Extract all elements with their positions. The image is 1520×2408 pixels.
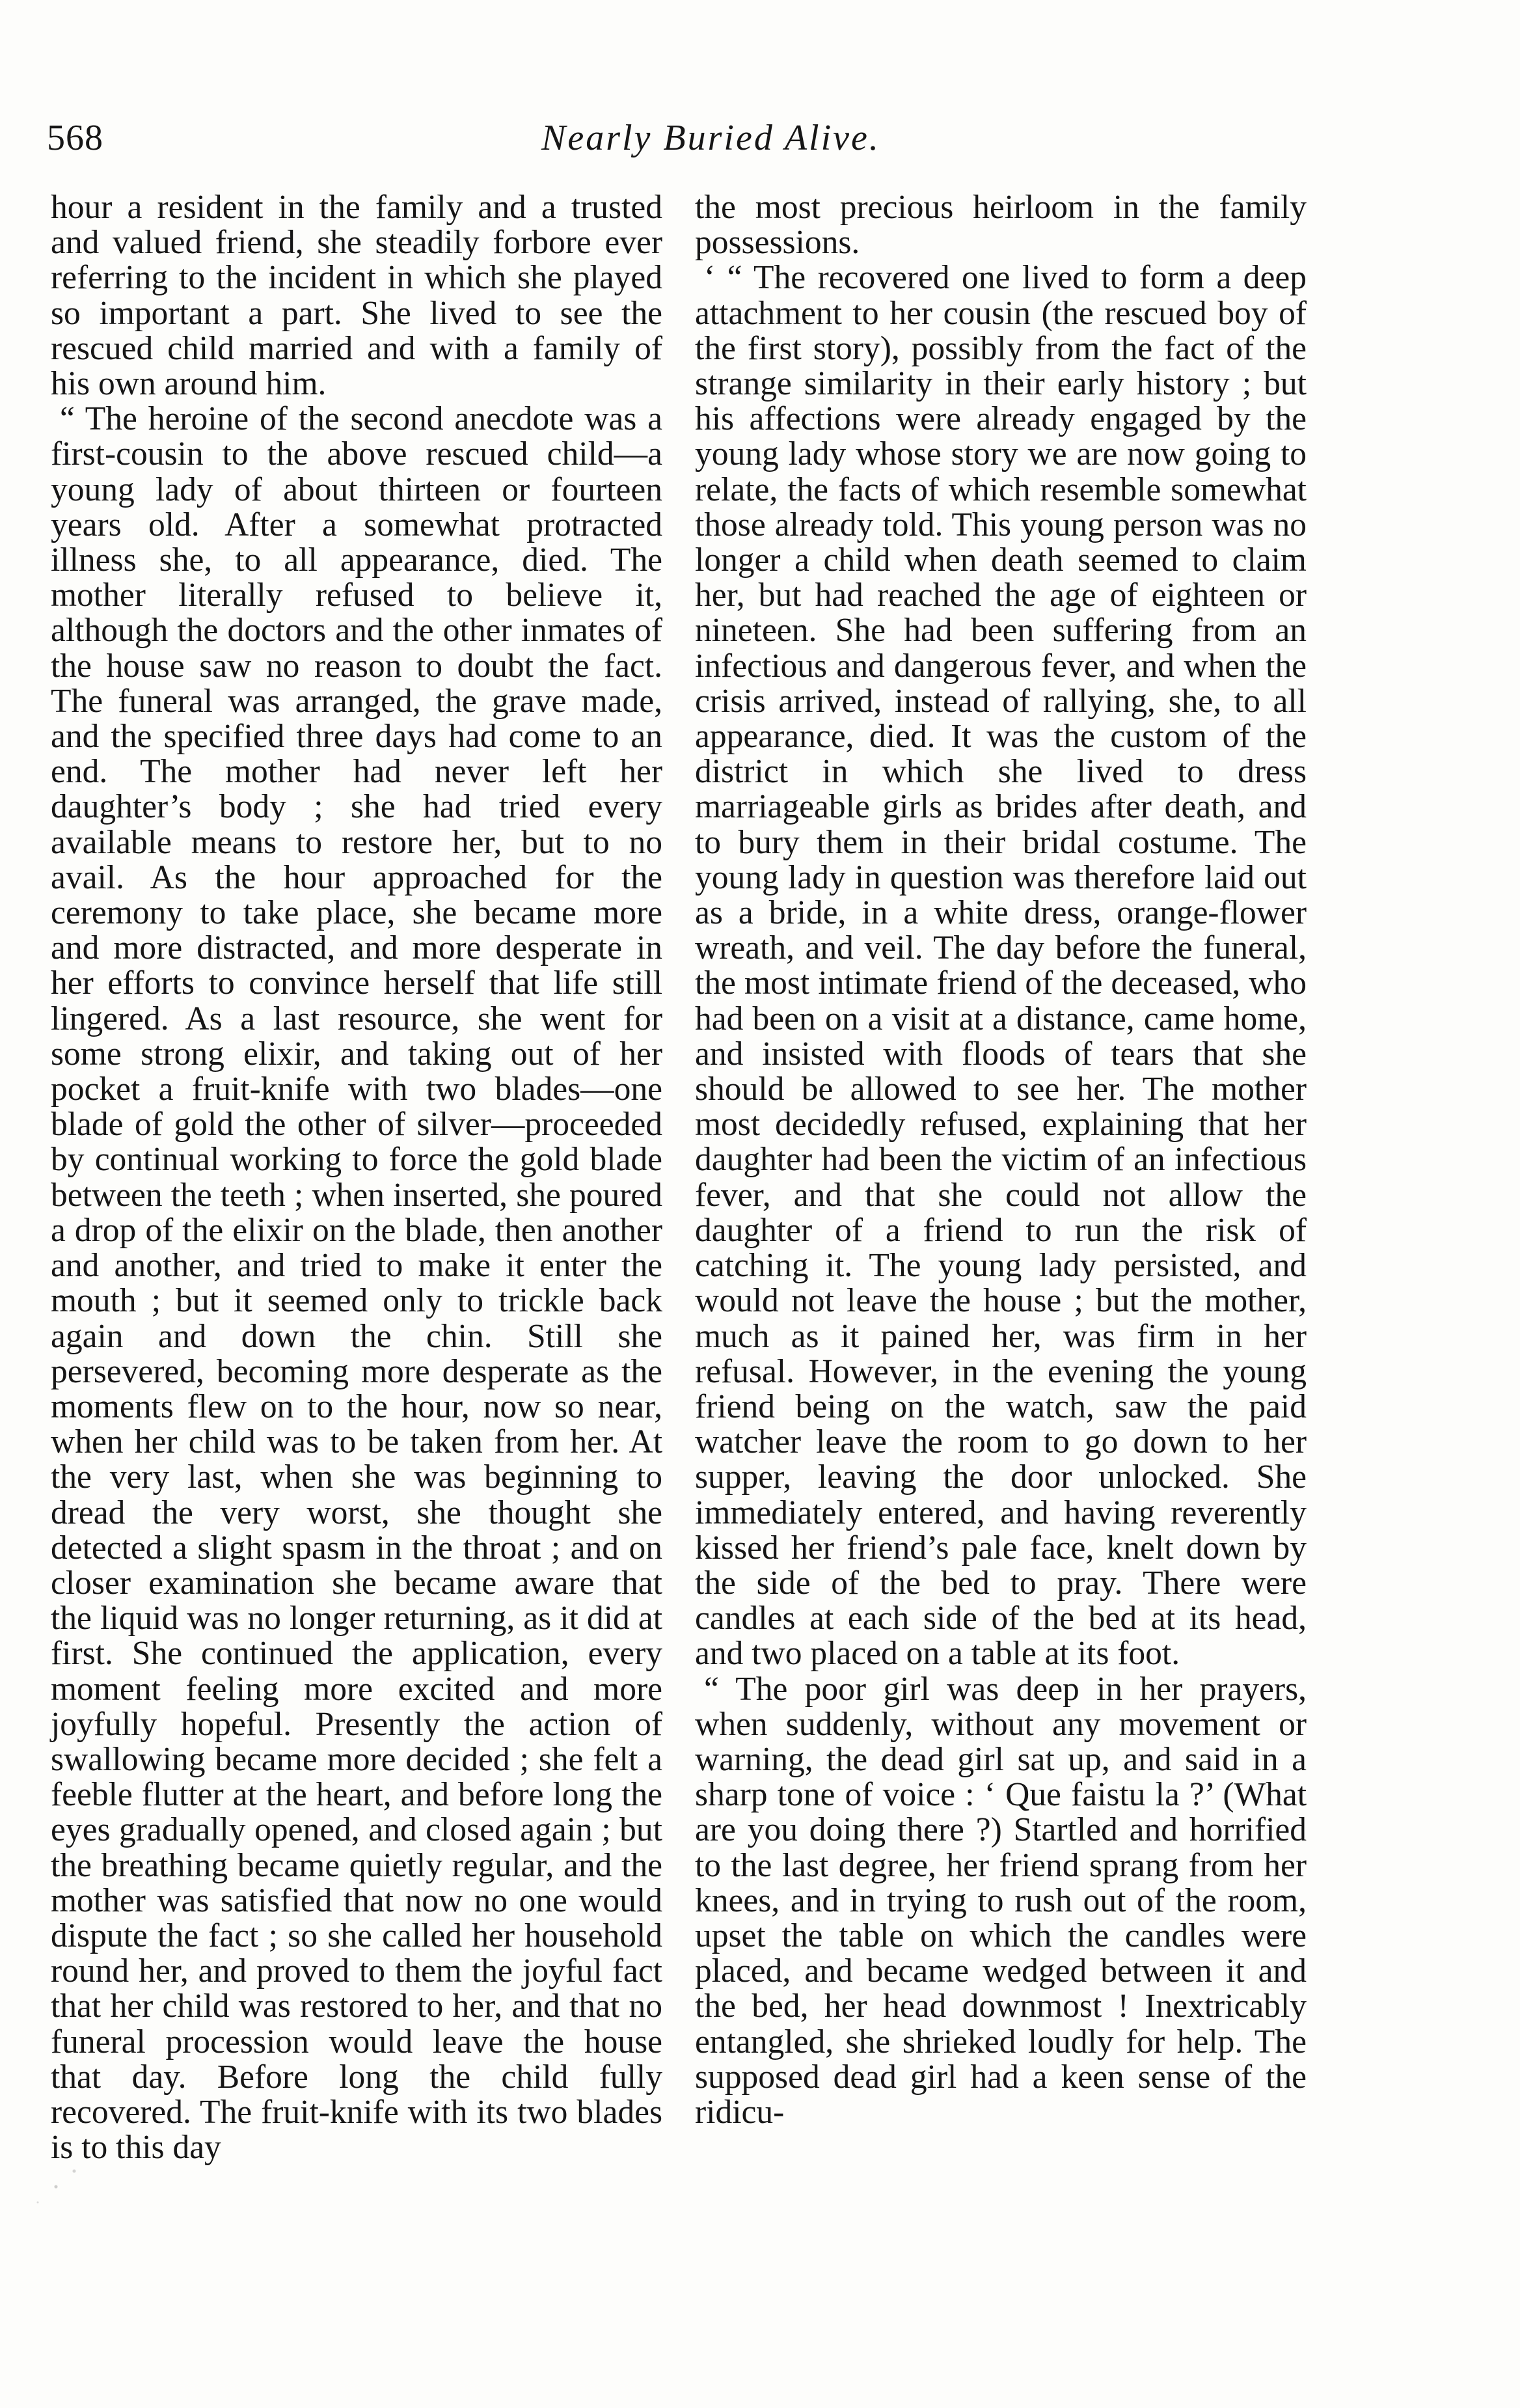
paragraph: “ The heroine of the second anecdote was a first-cousin to the above rescued child—a young lady of about thirteen or fourteen years old. After a somewhat protracted illness she, to all appearance, died. The mother literally refused to believe it, although the doctors and the other inmates of the house saw no reason to doubt the fact. The funeral was arranged, the grave made, and the specified three days had come to an end. The mother had never left her daughter’s body ; she had tried every available means to restore her, but to no avail. As the hour approached for the ceremony to take place, she became more and more distracted, and more desperate in her efforts to convince herself that life still lingered. As a last resource, she went for some strong elixir, and taking out of her pocket a fruit-knife with two blades—one blade of gold the other of silver—proceeded by continual working to force the gold blade between the teeth ; when inserted, she poured a drop of the elixir on the blade, then another and another, and tried to make it enter the mouth ; but it seemed only to trickle back again and down the chin. Still she persevered, becoming more desperate as the moments flew on to the hour, now so near, when her child was to be taken from her. At the very last, when she was beginning to dread the very worst, she thought she detected a slight spasm in the throat ; and on closer examination she became aware that the liquid was no longer returning, as it did at first. She continued the application, every moment feeling more excited and more joyfully hopeful. Presently the action of swallowing became more decided ; she felt a feeble flutter at the heart, and before long the eyes gradually opened, and closed again ; but the breathing became quietly regular, and the mother was satisfied that now no one would dispute the fact ; so she called her household round her, and proved to them the joyful fact that her child was restored to her, and that no funeral procession would leave the house that day. Before long the child fully recovered. The fruit-knife with its two blades is to this day bbox=[51, 400, 662, 2167]
paragraph: hour a resident in the family and a trusted and valued friend, she steadily forbore ever referring to the incident in which she played so important a part. She lived to see the rescued child married and with a family of his own around him. bbox=[51, 189, 662, 403]
page-number: 568 bbox=[47, 118, 103, 158]
paper-blemish bbox=[20, 2148, 111, 2226]
running-title: Nearly Buried Alive. bbox=[541, 118, 880, 158]
left-column bbox=[51, 190, 662, 2165]
page-header bbox=[47, 117, 1348, 169]
right-column bbox=[695, 190, 1307, 2130]
paragraph: ‘ “ The recovered one lived to form a deep attachment to her cousin (the rescued boy of the first story), possibly from the fact of the strange similarity in their early history ; but his affections were already engaged by the young lady whose story we are now going to relate, the facts of which resemble somewhat those already told. This young person was no longer a child when death seemed to claim her, but had reached the age of eighteen or nineteen. She had been suffering from an infectious and dangerous fever, and when the crisis arrived, instead of rallying, she, to all appearance, died. It was the custom of the district in which she lived to dress marriageable girls as brides after death, and to bury them in their bridal costume. The young lady in question was therefore laid out as a bride, in a white dress, orange-flower wreath, and veil. The day before the funeral, the most intimate friend of the deceased, who had been on a visit at a distance, came home, and insisted with floods of tears that she should be allowed to see her. The mother most decidedly refused, explaining that her daughter had been the victim of an infectious fever, and that she could not allow the daughter of a friend to run the risk of catching it. The young lady persisted, and would not leave the house ; but the mother, much as it pained her, was firm in her refusal. However, in the evening the young friend being on the watch, saw the paid watcher leave the room to go down to her supper, leaving the door unlocked. She immediately entered, and having reverently kissed her friend’s pale face, knelt down by the side of the bed to pray. There were candles at each side of the bed at its head, and two placed on a table at its foot. bbox=[695, 259, 1307, 1673]
paragraph: the most precious heirloom in the family possessions. bbox=[695, 189, 1307, 262]
paragraph: “ The poor girl was deep in her prayers, when suddenly, without any movement or warning, the dead girl sat up, and said in a sharp tone of voice : ‘ Que faistu la ?’ (What are you doing there ?) Startled and horrified to the last degree, her friend sprang from her knees, and in trying to rush out of the room, upset the table on which the candles were placed, and became wedged between it and the bed, her head downmost ! Inextricably entangled, she shrieked loudly for help. The supposed dead girl had a keen sense of the ridicu- bbox=[695, 1670, 1307, 2131]
